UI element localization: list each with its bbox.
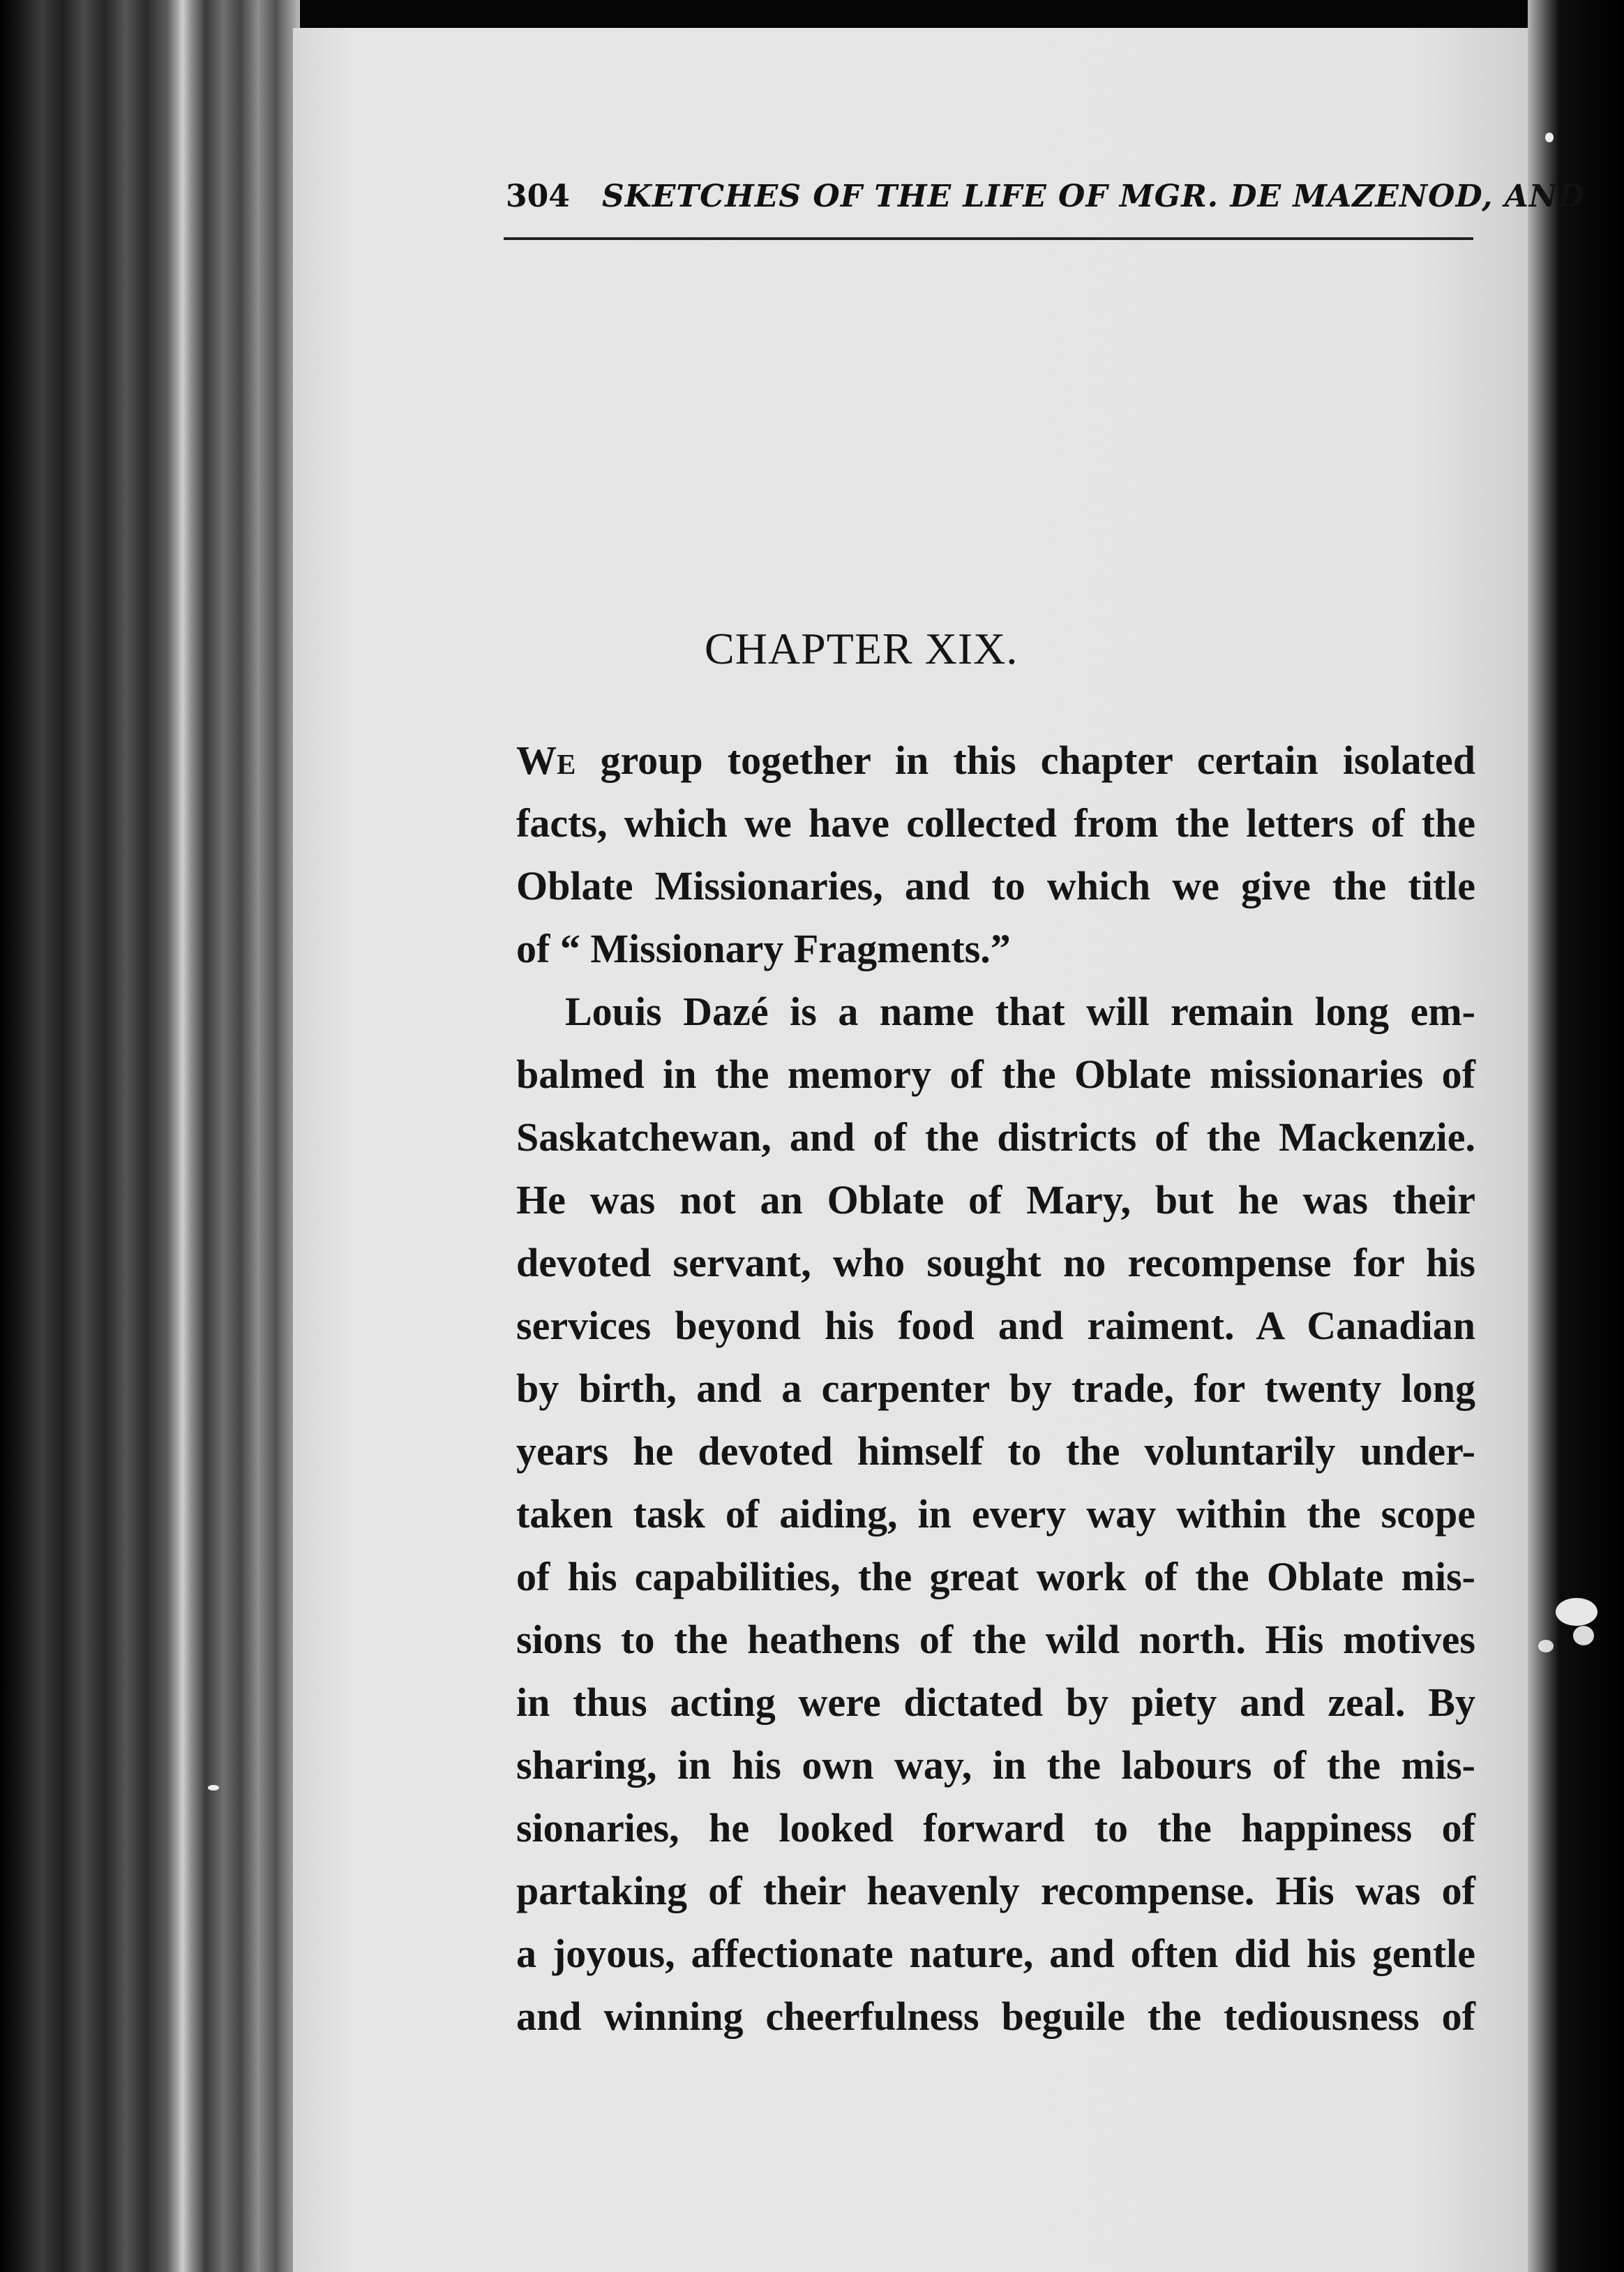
scan-speck [208,1785,219,1791]
text-line: Oblate Missionaries, and to which we give the title [516,863,1475,909]
scan-speck [1573,1626,1594,1645]
running-header [506,179,1586,221]
text-line: devoted servant, who sought no recompense for his [516,1240,1475,1285]
text-line: years he devoted himself to the voluntarily under- [516,1428,1475,1474]
text-line: partaking of their heavenly recompense. His was of [516,1868,1475,1913]
text-line: taken task of aiding, in every way within the scope [516,1491,1475,1537]
scan-speck [1556,1598,1597,1626]
page-number: 304 [506,179,570,214]
text-line: and winning cheerfulness beguile the tediousness of [516,1994,1475,2039]
text-line: sharing, in his own way, in the labours of the mis- [516,1742,1475,1788]
text-line: sions to the heathens of the wild north. His motives [516,1617,1475,1662]
text-line: a joyous, affectionate nature, and often did his gentle [516,1931,1475,1976]
text-line: balmed in the memory of the Oblate missionaries of [516,1052,1475,1097]
text-line: of “ Missionary Fragments.” [516,926,1011,971]
scan-right-border [1528,0,1624,2272]
chapter-title: CHAPTER XIX. [705,624,1018,673]
scan-speck [1545,133,1554,142]
paragraph-1 [516,729,1475,980]
opening-word: We [516,738,576,783]
text-line: Louis Dazé is a name that will remain long em- [565,989,1475,1034]
scan-speck [1538,1640,1554,1652]
header-rule [504,237,1473,240]
body-text [516,729,1475,2048]
text-line: Saskatchewan, and of the districts of the Mackenzie. [516,1114,1475,1160]
text-line: facts, which we have collected from the letters of the [516,800,1475,846]
text-line: by birth, and a carpenter by trade, for twenty long [516,1366,1475,1411]
text-line: sionaries, he looked forward to the happiness of [516,1805,1475,1851]
running-title: SKETCHES OF THE LIFE OF MGR. DE MAZENOD, AND [601,179,1586,214]
text-line: services beyond his food and raiment. A Canadian [516,1303,1475,1348]
book-page-edges [0,0,300,2272]
text-line: We group together in this chapter certain isolated [516,738,1475,783]
text-line: in thus acting were dictated by piety and zeal. By [516,1680,1475,1725]
text-line: of his capabilities, the great work of the Oblate mis- [516,1554,1475,1599]
paragraph-2 [516,980,1475,2048]
text-line: He was not an Oblate of Mary, but he was their [516,1177,1475,1223]
